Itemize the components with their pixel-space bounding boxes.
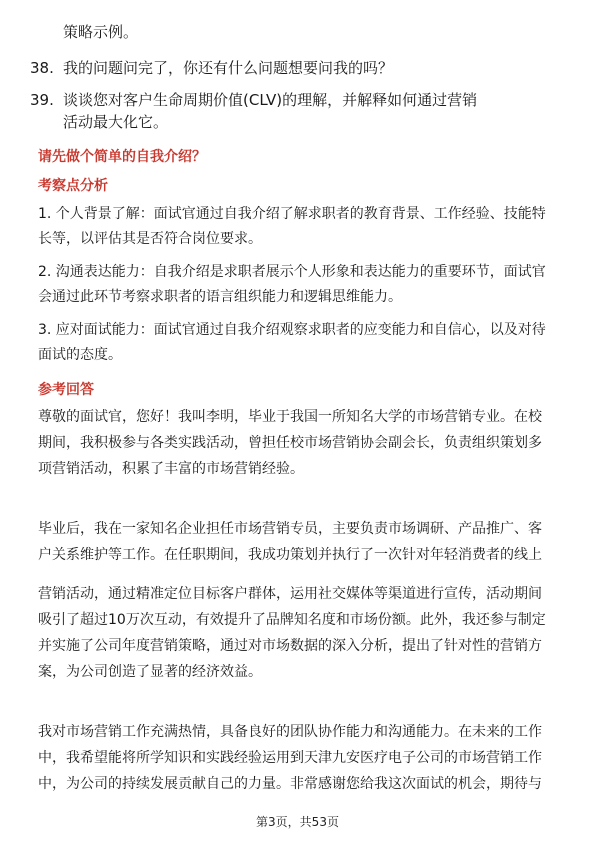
analysis-line: 面试的态度。 [38,347,122,363]
list-item-38: 我的问题问完了，你还有什么问题想要问我的吗？ [63,59,394,77]
list-item-39-line-1: 谈谈您对客户生命周期价值(CLV)的理解，并解释如何通过营销 [63,91,478,109]
list-number-38: 38. [30,59,54,77]
question-heading: 请先做个简单的自我介绍？ [38,149,206,165]
list-number-39: 39. [30,91,54,109]
page-footer: 第3页，共53页 [256,815,339,829]
answer-paragraph-1-line: 项营销活动，积累了丰富的市场营销经验。 [38,461,304,477]
analysis-line: 长等，以评估其是否符合岗位要求。 [38,231,262,247]
analysis-heading: 考察点分析 [38,178,108,194]
answer-paragraph-3-line: 中，为公司的持续发展贡献自己的力量。非常感谢您给我这次面试的机会，期待与 [38,776,542,792]
answer-paragraph-2-line: 并实施了公司年度营销策略，通过对市场数据的深入分析，提出了针对性的营销方 [38,638,542,654]
list-item-37-tail: 策略示例。 [63,23,139,41]
answer-paragraph-1-line: 尊敬的面试官，您好！我叫李明，毕业于我国一所知名大学的市场营销专业。在校 [38,409,542,425]
analysis-line: 3. 应对面试能力：面试官通过自我介绍观察求职者的应变能力和自信心，以及对待 [38,322,546,338]
answer-paragraph-1-line: 期间，我积极参与各类实践活动，曾担任校市场营销协会副会长，负责组织策划多 [38,435,542,451]
answer-paragraph-3-line: 中，我希望能将所学知识和实践经验运用到天津九安医疗电子公司的市场营销工作 [38,750,542,766]
answer-paragraph-2-line: 户关系维护等工作。在任职期间，我成功策划并执行了一次针对年轻消费者的线上 [38,547,542,563]
answer-paragraph-2-line: 案，为公司创造了显著的经济效益。 [38,664,262,680]
analysis-line: 2. 沟通表达能力：自我介绍是求职者展示个人形象和表达能力的重要环节，面试官 [38,264,546,280]
analysis-line: 1. 个人背景了解：面试官通过自我介绍了解求职者的教育背景、工作经验、技能特 [38,206,546,222]
answer-paragraph-2-line: 毕业后，我在一家知名企业担任市场营销专员，主要负责市场调研、产品推广、客 [38,521,542,537]
answer-paragraph-2-line: 吸引了超过10万次互动，有效提升了品牌知名度和市场份额。此外，我还参与制定 [38,612,546,628]
list-item-39-line-2: 活动最大化它。 [63,113,169,131]
answer-paragraph-2-line: 营销活动，通过精准定位目标客户群体，运用社交媒体等渠道进行宣传，活动期间 [38,586,542,602]
analysis-line: 会通过此环节考察求职者的语言组织能力和逻辑思维能力。 [38,289,402,305]
answer-heading: 参考回答 [38,382,94,398]
answer-paragraph-3-line: 我对市场营销工作充满热情，具备良好的团队协作能力和沟通能力。在未来的工作 [38,724,542,740]
